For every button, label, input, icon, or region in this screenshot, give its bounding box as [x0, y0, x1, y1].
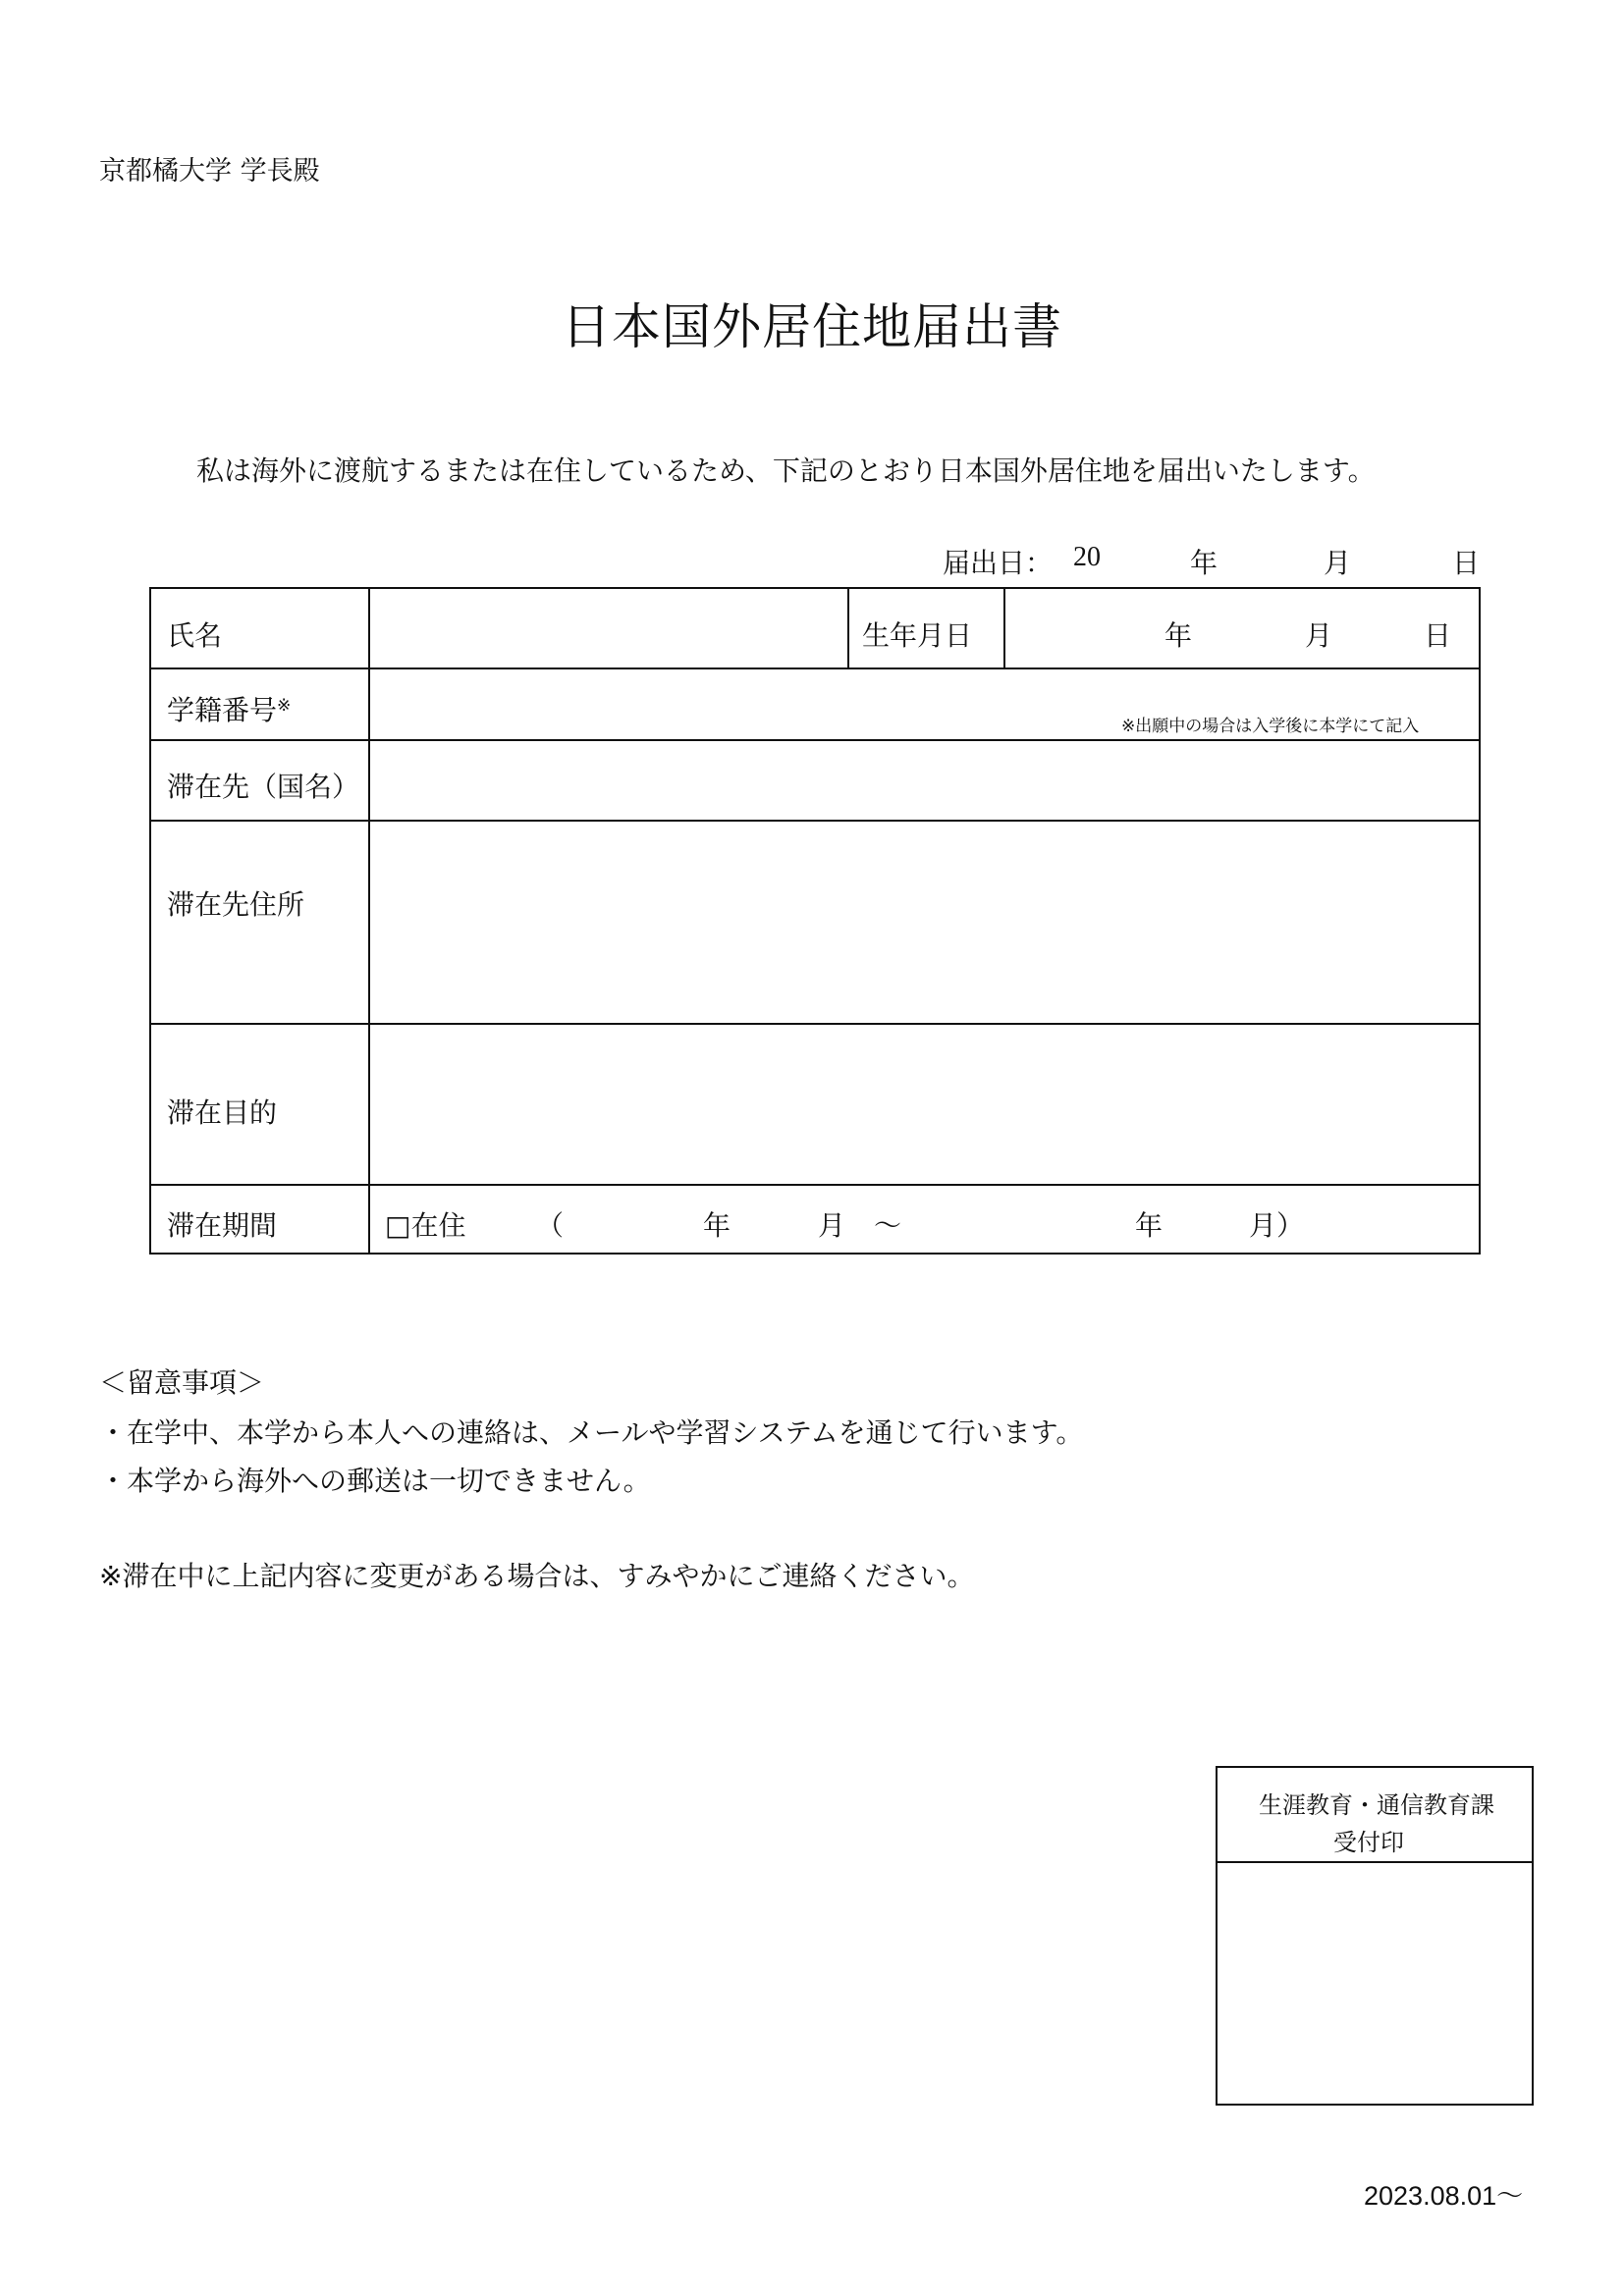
period-label: 滞在期間 — [167, 1209, 278, 1242]
country-field[interactable] — [371, 742, 1478, 819]
address-label: 滞在先住所 — [167, 888, 305, 921]
submission-day-unit: 日 — [1452, 547, 1481, 579]
reception-stamp-box — [1216, 1766, 1534, 2106]
birthdate-label: 生年月日 — [862, 619, 973, 652]
purpose-label: 滞在目的 — [167, 1096, 278, 1129]
purpose-field[interactable] — [371, 1026, 1478, 1183]
intro-statement: 私は海外に渡航するまたは在住しているため、下記のとおり日本国外居住地を届出いたします。 — [196, 454, 1376, 487]
period-open-paren: （ — [536, 1209, 565, 1242]
form-version: 2023.08.01～ — [1364, 2181, 1524, 2211]
stamp-department: 生涯教育・通信教育課 — [1259, 1791, 1494, 1819]
residence-form-table — [149, 587, 1481, 1255]
period-from-month-unit: 月 — [818, 1209, 846, 1242]
period-from-year-unit: 年 — [703, 1209, 731, 1242]
address-field[interactable] — [371, 823, 1478, 1022]
name-field[interactable] — [371, 590, 846, 667]
notes-heading: ＜留意事項＞ — [99, 1366, 265, 1399]
period-to-year-unit: 年 — [1135, 1209, 1164, 1242]
period-residing-checkbox[interactable]: □在住 — [385, 1209, 466, 1242]
birth-year-unit: 年 — [1164, 619, 1193, 652]
student-id-label — [167, 689, 291, 728]
birth-month-unit: 月 — [1305, 619, 1333, 652]
submission-year-unit: 年 — [1190, 547, 1218, 579]
name-label: 氏名 — [167, 619, 223, 652]
student-id-note: ※出願中の場合は入学後に本学にて記入 — [1121, 717, 1420, 736]
country-label: 滞在先（国名） — [167, 771, 360, 803]
page-title: 日本国外居住地届出書 — [562, 298, 1062, 355]
stamp-header — [1218, 1768, 1532, 1863]
submission-month-unit: 月 — [1324, 547, 1352, 579]
student-id-label-text: 学籍番号 — [167, 694, 278, 726]
note-item: ・在学中、本学から本人への連絡は、メールや学習システムを通じて行います。 — [99, 1416, 1084, 1449]
stamp-caption: 受付印 — [1333, 1829, 1404, 1856]
submission-year-prefix[interactable]: 20 — [1073, 542, 1101, 572]
change-notice: ※滞在中に上記内容に変更がある場合は、すみやかにご連絡ください。 — [99, 1560, 975, 1592]
submission-date-label: 届出日： — [943, 547, 1054, 579]
birth-day-unit: 日 — [1424, 619, 1452, 652]
period-to-month-unit: 月） — [1249, 1209, 1305, 1242]
birthdate-field[interactable] — [1006, 590, 1478, 667]
period-tilde: ～ — [874, 1209, 902, 1242]
addressee: 京都橘大学 学長殿 — [99, 156, 320, 187]
note-item: ・本学から海外への郵送は一切できません。 — [99, 1465, 651, 1497]
student-id-mark: ※ — [277, 696, 292, 716]
